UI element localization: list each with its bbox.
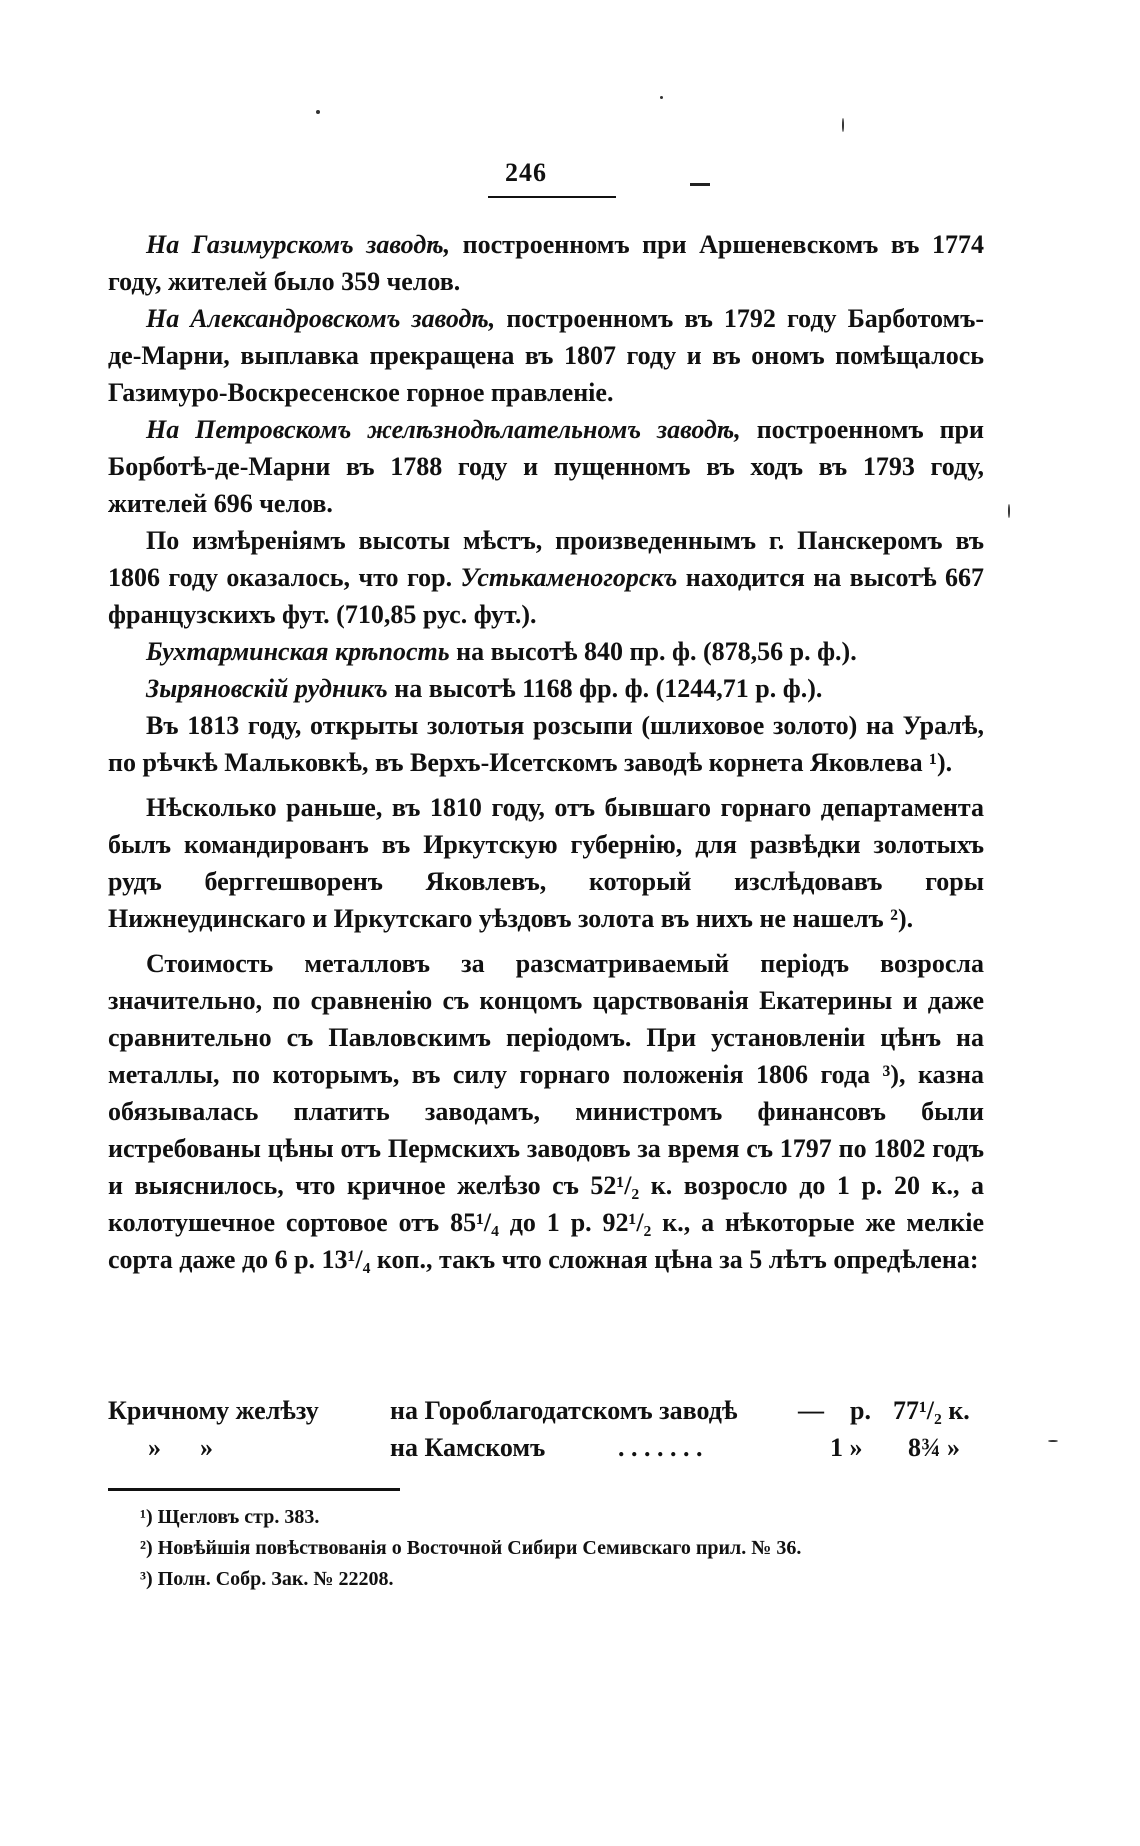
footnote (140, 1502, 1000, 1533)
paragraph-text: По измѣреніямъ высоты мѣстъ, произведеннымъ г. Панскеромъ въ 1806 году оказалось, что гор. (108, 526, 984, 592)
page-number: 246 (505, 158, 547, 187)
paragraph-text: построенномъ при Аршеневскомъ въ 1774 году, жителей было 359 челов. (108, 230, 984, 296)
header-rule (488, 196, 616, 198)
footnote-rule (108, 1488, 400, 1491)
place-name: На Петровскомъ желѣзнодѣлательномъ заводѣ, (146, 415, 741, 444)
place-name: На Газимурскомъ заводѣ, (146, 230, 451, 259)
footnote-text: Новѣйшія повѣствованія о Восточной Сибири Семивскаго прил. № 36. (157, 1537, 802, 1559)
footnote-mark: ²) (140, 1537, 153, 1559)
header-dash (690, 183, 710, 186)
paragraph-text: находится на высотѣ 667 французскихъ фут. (710,85 рус. фут.). (108, 563, 984, 629)
price-place: на Гороблагодатскомъ заводѣ (390, 1396, 738, 1425)
footnote (140, 1564, 1000, 1595)
footnote-text: Полн. Собр. Зак. № 22208. (157, 1568, 394, 1590)
price-rub: 1 » (830, 1433, 863, 1462)
footnote-mark: ¹) (140, 1506, 153, 1528)
price-place: на Камскомъ (390, 1433, 546, 1462)
paragraph (108, 226, 984, 300)
paragraph (108, 707, 984, 781)
paragraph-text: на высотѣ 840 пр. ф. (878,56 р. ф.). (449, 637, 857, 666)
paper-speck (1008, 504, 1010, 518)
footnote-text: Щегловъ стр. 383. (157, 1506, 320, 1528)
footnotes (140, 1502, 1000, 1595)
paper-speck (316, 110, 320, 114)
body-text (108, 226, 984, 1278)
price-leader: . . . . . . . (618, 1433, 703, 1462)
price-table (108, 1392, 988, 1466)
paragraph (108, 670, 984, 707)
paragraph (108, 945, 984, 1278)
paragraph (108, 300, 984, 411)
paragraph-text: Нѣсколько раньше, въ 1810 году, отъ бывшаго горнаго департамента былъ командированъ въ Иркутскую губернію, для развѣдки золотыхъ рудъ берггешворенъ Яковлевъ, который изслѣдовавъ горы Нижнеудинскаго и Иркутскаго уѣздовъ золота въ нихъ не нашелъ ²). (108, 793, 984, 933)
price-kop: 8¾ » (908, 1433, 960, 1462)
footnote (140, 1533, 1000, 1564)
paper-speck (660, 96, 663, 99)
paragraph-text: на высотѣ 1168 фр. ф. (1244,71 р. ф.). (387, 674, 823, 703)
paper-speck (842, 118, 844, 132)
price-item: » » (148, 1433, 213, 1462)
place-name: На Александровскомъ заводѣ, (146, 304, 496, 333)
paragraph (108, 789, 984, 937)
price-row (108, 1429, 988, 1466)
paragraph-text: Стоимость металловъ за разсматриваемый періодъ возросла значительно, по сравненію съ концомъ царствованія Екатерины и даже сравнительно съ Павловскимъ періодомъ. При установленіи цѣнъ на металлы, по которымъ, въ силу горнаго положенія 1806 года ³), казна обязывалась платить заводамъ, министромъ финансовъ были истребованы цѣны отъ Пермскихъ заводовъ за время съ 1797 по 1802 годъ и выяснилось, что кричное желѣзо съ 52¹/₂ к. возросло до 1 р. 20 к., а колотушечное сортовое отъ 85¹/₄ до 1 р. 92¹/₂ к., а нѣкоторые же мелкіе сорта даже до 6 р. 13¹/₄ коп., такъ что сложная цѣна за 5 лѣтъ опредѣлена: (108, 949, 984, 1274)
paragraph (108, 411, 984, 522)
place-name: Устькаменогорскъ (460, 563, 678, 592)
place-name: Бухтарминская крѣпость (146, 637, 450, 666)
price-item: Кричному желѣзу (108, 1396, 319, 1425)
price-rub: р. (850, 1396, 871, 1425)
place-name: Зыряновскій рудникъ (146, 674, 388, 703)
paragraph-text: построенномъ въ 1792 году Барботомъ-де-Марни, выплавка прекращена въ 1807 году и въ ономъ помѣщалось Газимуро-Воскресенское горное правленіе. (108, 304, 985, 407)
price-kop: 77¹/₂ к. (893, 1396, 970, 1425)
paragraph (108, 633, 984, 670)
paper-speck (1048, 1440, 1058, 1442)
paragraph (108, 522, 984, 633)
footnote-mark: ³) (140, 1568, 153, 1590)
price-leader: — (798, 1396, 824, 1425)
paragraph-text: Въ 1813 году, открыты золотыя розсыпи (шлиховое золото) на Уралѣ, по рѣчкѣ Мальковкѣ, въ Верхъ-Исетскомъ заводѣ корнета Яковлева ¹). (108, 711, 984, 777)
price-row (108, 1392, 988, 1429)
paragraph-text: построенномъ при Борботѣ-де-Марни въ 1788 году и пущенномъ въ ходъ въ 1793 году, жителей 696 челов. (108, 415, 984, 518)
